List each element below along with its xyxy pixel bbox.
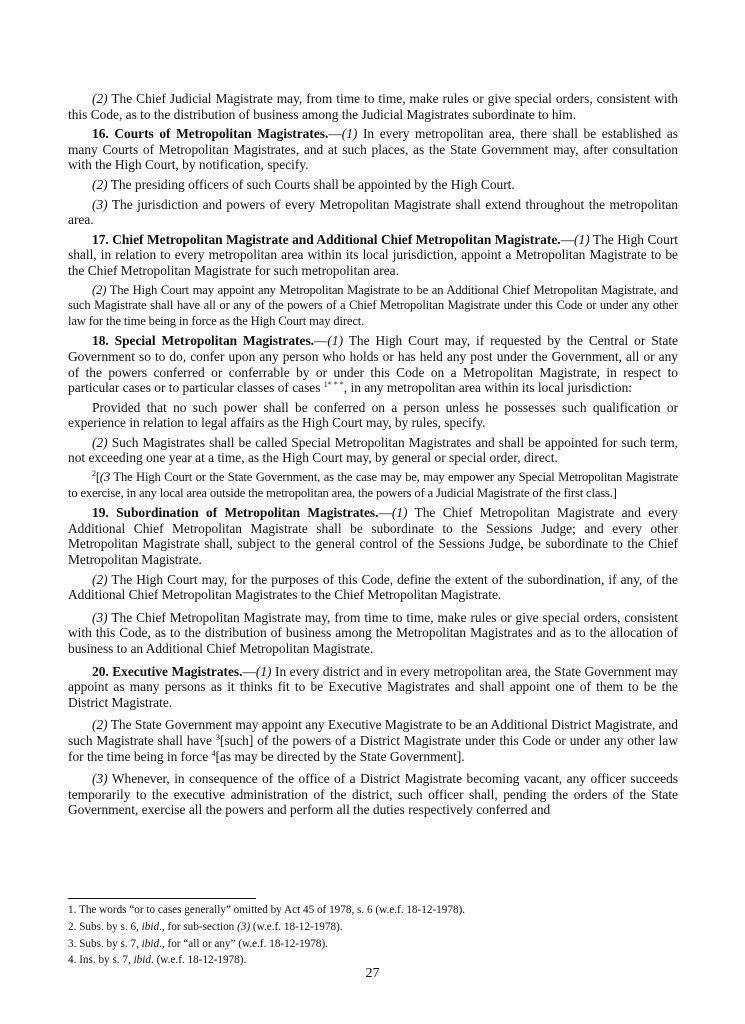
footnote-divider [68,898,256,899]
section-heading: 20. Executive Magistrates. [92,663,243,679]
document-body [68,91,678,822]
section-16: 16. Courts of Metropolitan Magistrates.—(1) In every metropolitan area, there shall be established as many Courts of Metropolitan Magistrates, and at such places, as the State Government may, after consultation with the High Court, by notification, specify. [68,126,678,173]
page-number: 27 [365,966,380,981]
section-20: 20. Executive Magistrates.—(1) In every district and in every metropolitan area, the State Government may appoint as many persons as it thinks fit to be Executive Magistrates and shall appoint one of them to be the District Magistrate. [68,663,678,710]
footnote-ref-1: 1* * * [323,380,344,390]
footnote-4: 4. Ins. by s. 7, ibid. (w.e.f. 18-12-1978). [68,954,247,967]
footnote-1: 1. The words “or to cases generally” omitted by Act 45 of 1978, s. 6 (w.e.f. 18-12-1978). [68,904,466,916]
section-19: 19. Subordination of Metropolitan Magistrates.—(1) The Chief Metropolitan Magistrate and every Additional Chief Metropolitan Magistrate shall be subordinate to the Sessions Judge; and every other Metropolitan Magistrate shall, subject to the general control of the Sessions Judge, be subordinate to the Chief Metropolitan Magistrate. [68,505,678,568]
paragraph-s20-2: (2) The State Government may appoint any Executive Magistrate to be an Additional District Magistrate, and such Magistrate shall have $^3$[such] of the powers of a District Magistrate under this Code or under any other law for the time being in force $^4$[as may be directed by the State Government]. [68,717,678,764]
footnote-2: 2. Subs. by s. 6, ibid., for sub-section (3) (w.e.f. 18-12-1978). [68,920,343,933]
paragraph-s16-2: (2) The presiding officers of such Courts shall be appointed by the High Court. [92,176,515,192]
section-17: 17. Chief Metropolitan Magistrate and Additional Chief Metropolitan Magistrate.—(1) The High Court shall, in relation to every metropolitan area within its local jurisdiction, appoint a Metropolitan Magistrate to be the Chief Metropolitan Magistrate for such metropolitan area. [68,231,679,278]
section-heading: 16. Courts of Metropolitan Magistrates. [92,126,329,142]
paragraph-s18-proviso: Provided that no such power shall be conferred on a person unless he possesses such qualification or experience in relation to legal affairs as the High Court may, by rules, specify. [68,399,678,431]
paragraph-s20-3: (3) Whenever, in consequence of the office of a District Magistrate becoming vacant, any officer succeeds temporarily to the executive administration of the district, such officer shall, pending the orders of the State Government, exercise all the powers and perform all the duties respectively conferred and [68,771,678,818]
section-18: 18. Special Metropolitan Magistrates.—(1) The High Court may, if requested by the Central or State Government so to do, confer upon any person who holds or has held any post under the Government, all or any of the powers conferred or conferrable by or under this Code on a Metropolitan Magistrate, in respect to particular cases or to particular classes of cases $^{1* * *}$, in any metropolitan area within its local jurisdiction: [68,333,679,396]
paragraph-s19-2: (2) The High Court may, for the purposes of this Code, define the extent of the subordination, if any, of the Additional Chief Metropolitan Magistrates to the Chief Metropolitan Magistrate. [68,571,678,603]
paragraph-s18-2: (2) Such Magistrates shall be called Special Metropolitan Magistrates and shall be appointed for such term, not exceeding one year at a time, as the High Court may, by general or special order, direct. [68,434,678,466]
footnote-ref-2: 2 [92,469,96,479]
footnotes [68,898,678,969]
section-heading: 18. Special Metropolitan Magistrates. [92,333,315,349]
paragraph-s18-3: $^2$[(3 The High Court or the State Government, as the case may be, may empower any Special Metropolitan Magistrate to exercise, in any local area outside the metropolitan area, the powers of a Judicial Magistrate of the first class.] [68,469,678,500]
footnote-ref-3: 3 [215,732,220,742]
section-heading: 19. Subordination of Metropolitan Magistrates. [92,505,379,521]
section-heading: 17. Chief Metropolitan Magistrate and Additional Chief Metropolitan Magistrate. [92,231,561,247]
paragraph-s15-2: (2) The Chief Judicial Magistrate may, from time to time, make rules or give special orders, consistent with this Code, as to the distribution of business among the Judicial Magistrates subordinate to him. [68,91,678,122]
paragraph-s17-2: (2) The High Court may appoint any Metropolitan Magistrate to be an Additional Chief Metropolitan Magistrate, and such Magistrate shall have all or any of the powers of a Chief Metropolitan Magistrate under this Code or under any other law for the time being in force as the High Court may direct. [68,282,678,328]
footnote-3: 3. Subs. by s. 7, ibid., for “all or any” (w.e.f. 18-12-1978). [68,937,328,950]
footnote-ref-4: 4 [211,748,216,758]
paragraph-s16-3: (3) The jurisdiction and powers of every Metropolitan Magistrate shall extend throughout the metropolitan area. [68,196,678,228]
paragraph-s19-3: (3) The Chief Metropolitan Magistrate may, from time to time, make rules or give special orders, consistent with this Code, as to the distribution of business among the Metropolitan Magistrates and as to the allocation of business to an Additional Chief Metropolitan Magistrate. [68,609,678,656]
clause-number: (2) [92,91,108,106]
